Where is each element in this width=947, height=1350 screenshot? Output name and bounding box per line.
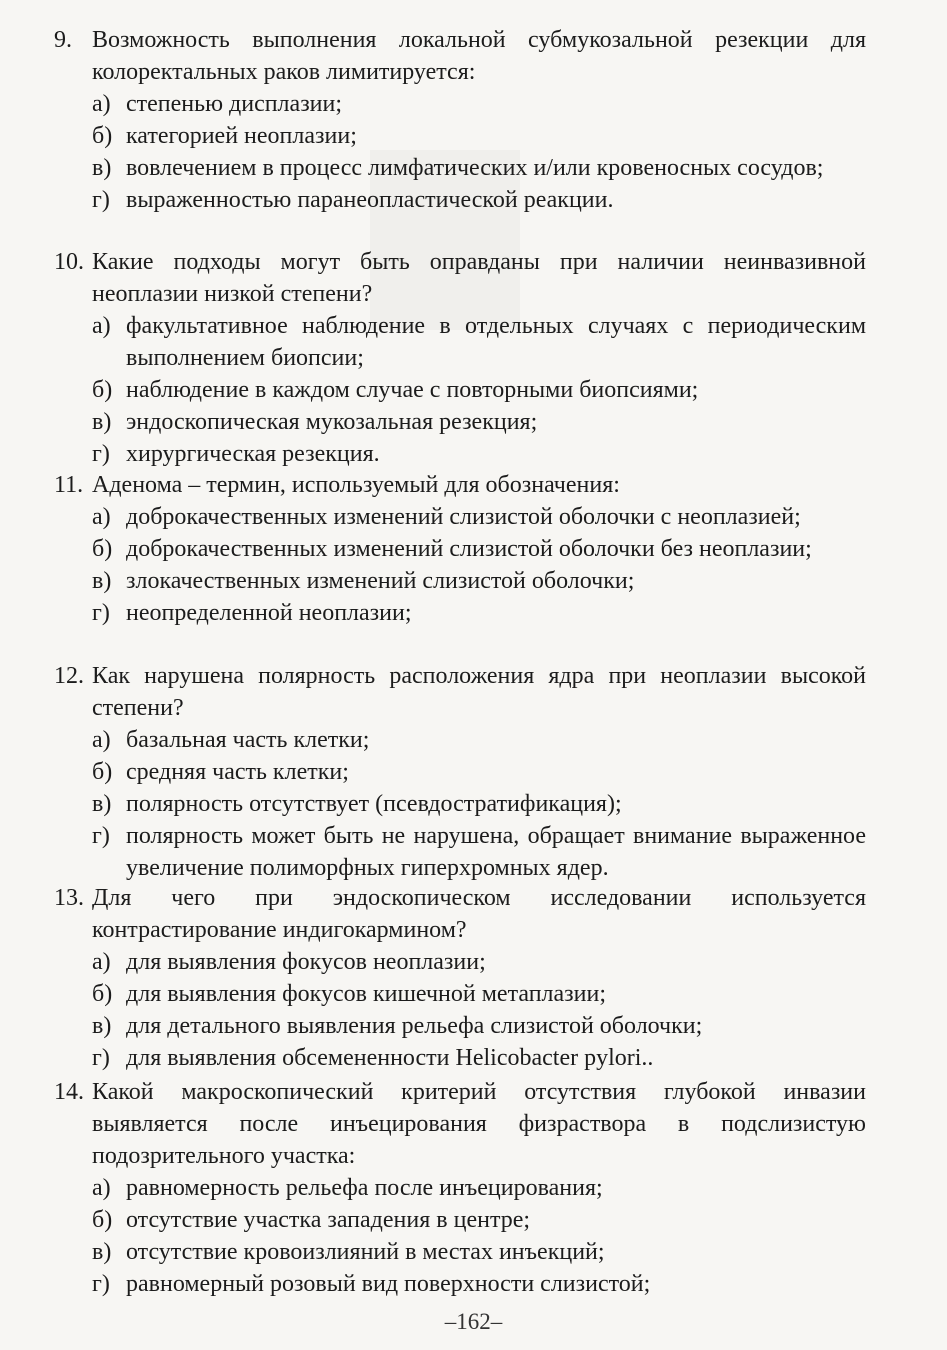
option-letter: г) bbox=[92, 187, 110, 213]
option-d bbox=[92, 438, 866, 470]
option-c bbox=[92, 152, 866, 184]
question-9 bbox=[54, 24, 866, 216]
option-text: отсутствие участка западения в центре; bbox=[126, 1207, 531, 1233]
option-b bbox=[92, 978, 866, 1010]
option-a bbox=[92, 310, 866, 374]
option-letter: а) bbox=[92, 1175, 111, 1201]
option-text: выраженностью паранеопластической реакции. bbox=[126, 187, 614, 213]
option-letter: б) bbox=[92, 759, 113, 785]
option-c bbox=[92, 406, 866, 438]
option-letter: а) bbox=[92, 949, 111, 975]
option-text: для выявления фокусов неоплазии; bbox=[126, 949, 486, 975]
option-text: хирургическая резекция. bbox=[126, 441, 380, 467]
question-text: Какие подходы могут быть оправданы при наличии неинвазивной неоплазии низкой степени? bbox=[92, 249, 866, 307]
option-text: средняя часть клетки; bbox=[126, 759, 349, 785]
option-letter: б) bbox=[92, 536, 113, 562]
option-a bbox=[92, 88, 866, 120]
option-b bbox=[92, 756, 866, 788]
question-14 bbox=[54, 1076, 866, 1300]
option-letter: б) bbox=[92, 1207, 113, 1233]
option-letter: г) bbox=[92, 600, 110, 626]
option-c bbox=[92, 1236, 866, 1268]
answer-options bbox=[92, 501, 866, 629]
page-number: –162– bbox=[444, 1309, 503, 1334]
option-letter: а) bbox=[92, 727, 111, 753]
answer-options bbox=[92, 310, 866, 470]
answer-options bbox=[92, 946, 866, 1074]
option-c bbox=[92, 565, 866, 597]
question-number: 9. bbox=[54, 27, 72, 53]
question-text: Возможность выполнения локальной субмукозальной резекции для колоректальных раков лимитируется: bbox=[92, 27, 866, 85]
question-header bbox=[54, 660, 866, 724]
option-text: доброкачественных изменений слизистой оболочки без неоплазии; bbox=[126, 536, 812, 562]
answer-options bbox=[92, 88, 866, 216]
option-letter: в) bbox=[92, 1013, 112, 1039]
question-header bbox=[54, 1076, 866, 1172]
option-letter: а) bbox=[92, 504, 111, 530]
option-d bbox=[92, 820, 866, 884]
question-header bbox=[54, 246, 866, 310]
option-text: отсутствие кровоизлияний в местах инъекций; bbox=[126, 1239, 605, 1265]
question-number: 12. bbox=[54, 663, 84, 689]
option-c bbox=[92, 788, 866, 820]
option-text: категорией неоплазии; bbox=[126, 123, 357, 149]
option-text: злокачественных изменений слизистой оболочки; bbox=[126, 568, 635, 594]
option-a bbox=[92, 724, 866, 756]
option-a bbox=[92, 501, 866, 533]
question-10 bbox=[54, 246, 866, 470]
option-text: наблюдение в каждом случае с повторными биопсиями; bbox=[126, 377, 699, 403]
option-letter: в) bbox=[92, 409, 112, 435]
option-letter: в) bbox=[92, 155, 112, 181]
option-text: степенью дисплазии; bbox=[126, 91, 343, 117]
option-letter: б) bbox=[92, 123, 113, 149]
option-b bbox=[92, 1204, 866, 1236]
option-a bbox=[92, 946, 866, 978]
question-header bbox=[54, 882, 866, 946]
question-text: Аденома – термин, используемый для обозначения: bbox=[92, 472, 620, 498]
question-number: 13. bbox=[54, 885, 84, 911]
option-letter: г) bbox=[92, 823, 110, 849]
option-text: вовлечением в процесс лимфатических и/или кровеносных сосудов; bbox=[126, 155, 824, 181]
option-text: факультативное наблюдение в отдельных случаях с периодическим выполнением биопсии; bbox=[126, 313, 866, 371]
question-11 bbox=[54, 469, 866, 629]
question-text: Для чего при эндоскопическом исследовании используется контрастирование индигокармином? bbox=[92, 885, 866, 943]
option-text: равномерный розовый вид поверхности слизистой; bbox=[126, 1271, 651, 1297]
question-13 bbox=[54, 882, 866, 1074]
option-text: для выявления фокусов кишечной метаплазии; bbox=[126, 981, 607, 1007]
option-letter: а) bbox=[92, 313, 111, 339]
option-letter: б) bbox=[92, 377, 113, 403]
option-letter: б) bbox=[92, 981, 113, 1007]
option-c bbox=[92, 1010, 866, 1042]
option-text: равномерность рельефа после инъецирования; bbox=[126, 1175, 603, 1201]
option-b bbox=[92, 120, 866, 152]
option-d bbox=[92, 597, 866, 629]
answer-options bbox=[92, 1172, 866, 1300]
option-letter: в) bbox=[92, 791, 112, 817]
option-text: доброкачественных изменений слизистой оболочки с неоплазией; bbox=[126, 504, 801, 530]
question-number: 10. bbox=[54, 249, 84, 275]
option-text: полярность отсутствует (псевдостратификация); bbox=[126, 791, 622, 817]
question-header bbox=[54, 24, 866, 88]
option-letter: г) bbox=[92, 441, 110, 467]
option-letter: в) bbox=[92, 568, 112, 594]
question-number: 11. bbox=[54, 472, 84, 498]
option-text: базальная часть клетки; bbox=[126, 727, 370, 753]
question-12 bbox=[54, 660, 866, 884]
answer-options bbox=[92, 724, 866, 884]
option-b bbox=[92, 374, 866, 406]
question-header bbox=[54, 469, 866, 501]
option-text: эндоскопическая мукозальная резекция; bbox=[126, 409, 538, 435]
option-text: для детального выявления рельефа слизистой оболочки; bbox=[126, 1013, 703, 1039]
option-a bbox=[92, 1172, 866, 1204]
question-number: 14. bbox=[54, 1079, 84, 1105]
question-text: Какой макроскопический критерий отсутствия глубокой инвазии выявляется после инъецирования физраствора в подслизистую подозрительного участка: bbox=[92, 1079, 866, 1169]
option-letter: а) bbox=[92, 91, 111, 117]
option-d bbox=[92, 1268, 866, 1300]
option-text: неопределенной неоплазии; bbox=[126, 600, 412, 626]
option-text: полярность может быть не нарушена, обращает внимание выраженное увеличение полиморфных гиперхромных ядер. bbox=[126, 823, 866, 881]
option-d bbox=[92, 1042, 866, 1074]
question-text: Как нарушена полярность расположения ядра при неоплазии высокой степени? bbox=[92, 663, 866, 721]
option-letter: в) bbox=[92, 1239, 112, 1265]
option-b bbox=[92, 533, 866, 565]
option-text: для выявления обсемененности Helicobacter pylori.. bbox=[126, 1045, 654, 1071]
option-d bbox=[92, 184, 866, 216]
option-letter: г) bbox=[92, 1271, 110, 1297]
option-letter: г) bbox=[92, 1045, 110, 1071]
